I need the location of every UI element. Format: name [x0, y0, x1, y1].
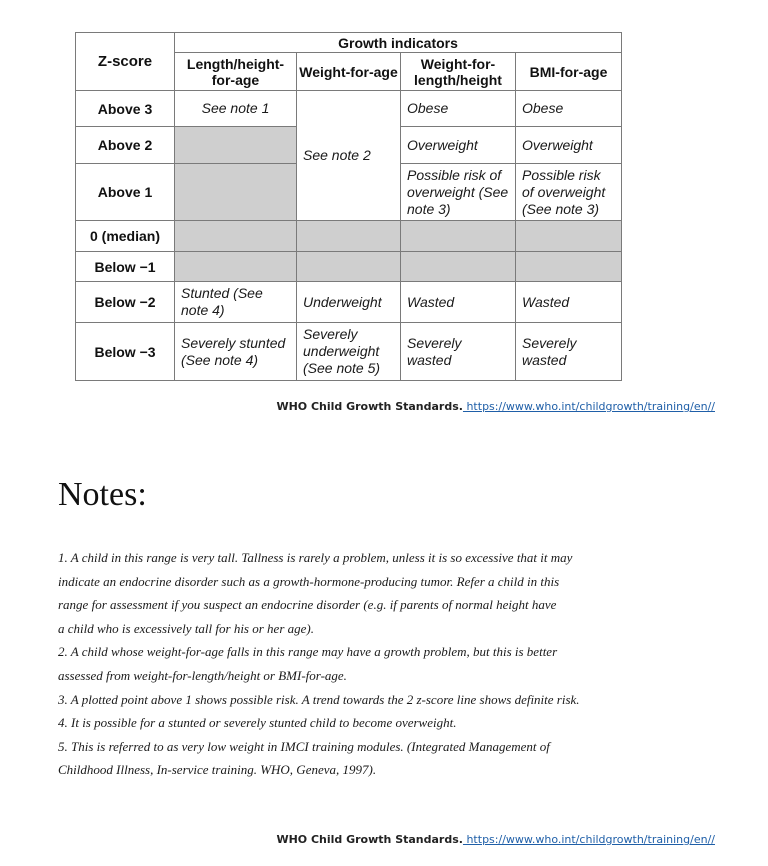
shaded-cell [297, 252, 401, 282]
attribution-top [0, 400, 715, 413]
cell-bmi-for-age: Possible risk of overweight (See note 3) [516, 164, 622, 221]
shaded-cell [516, 221, 622, 252]
cell-weight-for-length: Wasted [401, 282, 516, 323]
cell-weight-for-length: Possible risk of overweight (See note 3) [401, 164, 516, 221]
note-line: 1. A child in this range is very tall. Tallness is rarely a problem, unless it is so excessive that it may [58, 550, 573, 565]
note-line: 4. It is possible for a stunted or severely stunted child to become overweight. [58, 715, 457, 731]
cell-weight-for-length: Overweight [401, 127, 516, 164]
cell-weight-for-length: Obese [401, 91, 516, 127]
row-label: Above 1 [76, 164, 175, 221]
note-line: a child who is excessively tall for his or her age). [58, 620, 314, 636]
row-label: Below −2 [76, 282, 175, 323]
table-row [76, 91, 622, 127]
column-header-weight-for-age: Weight-for-age [297, 53, 401, 91]
row-label: Above 2 [76, 127, 175, 164]
shaded-cell [175, 252, 297, 282]
row-label: Below −1 [76, 252, 175, 282]
note-line: assessed from weight-for-length/height or BMI-for-age. [58, 667, 347, 683]
shaded-cell [401, 221, 516, 252]
cell-weight-for-age: See note 2 [297, 91, 401, 221]
column-header-bmi-for-age: BMI-for-age [516, 53, 622, 91]
cell-bmi-for-age: Obese [516, 91, 622, 127]
notes-heading: Notes: [58, 476, 147, 513]
note-line: range for assessment if you suspect an endocrine disorder (e.g. if parents of normal height have [58, 597, 557, 613]
growth-indicators-table [75, 32, 622, 381]
shaded-cell [297, 221, 401, 252]
note-line: 3. A plotted point above 1 shows possible risk. A trend towards the 2 z-score line shows definite risk. [58, 691, 580, 707]
who-link[interactable]: https://www.who.int/childgrowth/training/en// [462, 833, 715, 846]
note-line: indicate an endocrine disorder such as a growth-hormone-producing tumor. Refer a child in this [58, 573, 560, 589]
note-line: 2. A child whose weight-for-age falls in this range may have a growth problem, but this is better [58, 644, 558, 660]
cell-weight-for-age: Severely underweight (See note 5) [297, 323, 401, 381]
attribution-bottom [0, 833, 715, 846]
cell-bmi-for-age: Wasted [516, 282, 622, 323]
note-line: 5. This is referred to as very low weight in IMCI training modules. (Integrated Management of [58, 738, 550, 754]
shaded-cell [516, 252, 622, 282]
cell-bmi-for-age: Severely wasted [516, 323, 622, 381]
row-label: 0 (median) [76, 221, 175, 252]
zscore-header: Z-score [76, 33, 175, 91]
cell-length-for-age: Stunted (See note 4) [175, 282, 297, 323]
column-header-length-for-age: Length/height-for-age [175, 53, 297, 91]
shaded-cell [175, 221, 297, 252]
attribution-label: WHO Child Growth Standards. [276, 833, 463, 846]
table-row [76, 282, 622, 323]
cell-length-for-age: See note 1 [175, 91, 297, 127]
notes-body [58, 546, 658, 782]
cell-bmi-for-age: Overweight [516, 127, 622, 164]
shaded-cell [401, 252, 516, 282]
row-label: Above 3 [76, 91, 175, 127]
table-row [76, 221, 622, 252]
note-line: Childhood Illness, In-service training. WHO, Geneva, 1997). [58, 762, 377, 778]
growth-indicators-header: Growth indicators [175, 33, 622, 53]
attribution-label: WHO Child Growth Standards. [276, 400, 463, 413]
shaded-cell [175, 164, 297, 221]
cell-length-for-age: Severely stunted (See note 4) [175, 323, 297, 381]
table-row [76, 252, 622, 282]
cell-weight-for-length: Severely wasted [401, 323, 516, 381]
cell-weight-for-age: Underweight [297, 282, 401, 323]
table-row [76, 323, 622, 381]
row-label: Below −3 [76, 323, 175, 381]
shaded-cell [175, 127, 297, 164]
who-link[interactable]: https://www.who.int/childgrowth/training/en// [462, 400, 715, 413]
column-header-weight-for-length: Weight-for-length/height [401, 53, 516, 91]
